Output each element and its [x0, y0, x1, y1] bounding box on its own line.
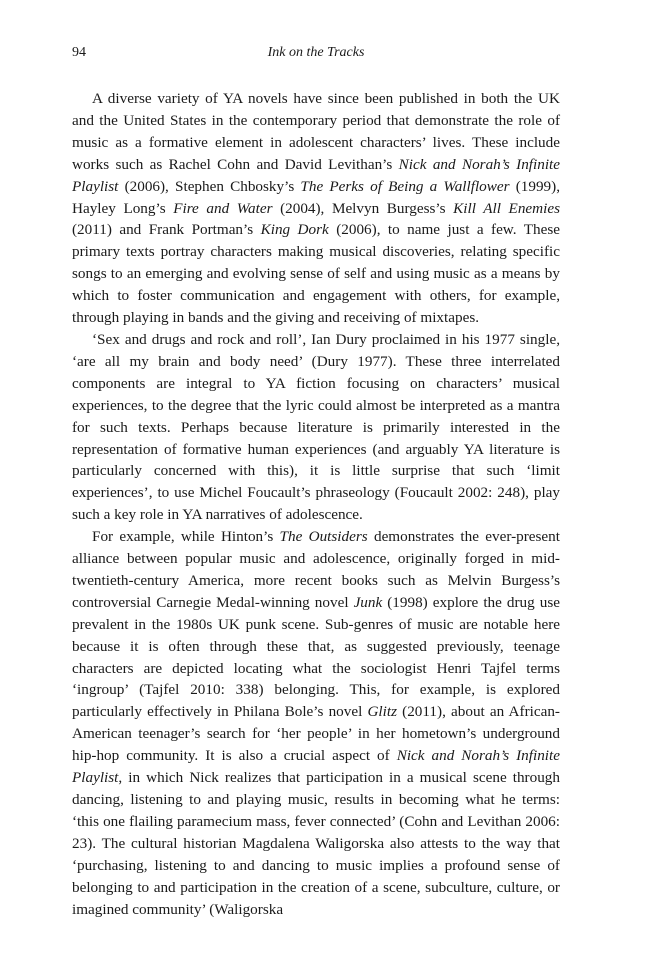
text-run: (1998) explore the drug use prevalent in the 1980s UK punk scene. Sub-genres of music are notable here because it is often through these that, as suggested previously, teenage characters are depicted locating what the sociologist Henri Tajfel terms ‘ingroup’ (Tajfel 2010: 338) belonging. This, for example, is explored particularly effectively in Philana Bole’s novel [72, 593, 560, 721]
running-head: Ink on the Tracks [267, 45, 365, 60]
text-run: , in which Nick realizes that participation in a musical scene through dancing, listening to and playing music, results in becoming what he terms: ‘this one flailing paramecium mass, fever connected’ (Cohn and Levithan 2006: 23). The cultural historian Magdalena Waligorska also attests to the way that ‘purchasing, listening to and dancing to music implies a profound sense of belonging to and participation in the creation of a scene, subculture, culture, or imagined community’ (Waligorska [72, 769, 560, 918]
paragraph [72, 88, 560, 329]
italic-title: Fire and Water [173, 199, 273, 217]
italic-title: King Dork [260, 221, 329, 239]
body-text [72, 88, 560, 920]
text-run: ‘Sex and drugs and rock and roll’, Ian Dury proclaimed in his 1977 single, ‘are all my brain and body need’ (Dury 1977). These three interrelated components are integral to YA fiction focusing on characters’ musical experiences, to the degree that the lyric could almost be interpreted as a mantra for such texts. Perhaps because literature is primarily interested in the representation of formative human experiences (and arguably YA literature is particularly concerned with this), it is little surprise that such ‘limit experiences’, to use Michel Foucault’s phraseology (Foucault 2002: 248), play such a key role in YA narratives of adolescence. [72, 330, 560, 524]
text-run: For example, while Hinton’s [92, 528, 280, 546]
paragraph [72, 329, 560, 526]
text-run: (2006), Stephen Chbosky’s [118, 177, 301, 195]
italic-title: Junk [353, 593, 383, 611]
italic-title: The Perks of Being a Wallflower [300, 177, 510, 195]
text-run: demonstrates the ever-present alliance between popular music and adolescence, originally forged in mid-twentieth-century America, more recent books such as Melvin Burgess’s controversial Carnegie Medal-winning novel [72, 528, 560, 611]
text-run: (2011), about an African-American teenager’s search for ‘her people’ in her hometown’s underground hip-hop community. It is also a crucial aspect of [72, 703, 560, 765]
text-run: (2004), Melvyn Burgess’s [272, 199, 454, 217]
italic-title: The Outsiders [279, 528, 368, 546]
italic-title: Glitz [367, 703, 397, 721]
paragraph [72, 526, 560, 920]
page-header [72, 45, 560, 67]
text-run: (2011) and Frank Portman’s [72, 221, 261, 239]
text-run: (1999), Hayley Long’s [72, 177, 560, 217]
italic-title: Nick and Norah’s Infinite Playlist [72, 155, 560, 195]
italic-title: Kill All Enemies [453, 199, 561, 217]
text-run: A diverse variety of YA novels have since been published in both the UK and the United States in the contemporary period that demonstrate the role of music as a formative element in adolescent characters’ lives. These include works such as Rachel Cohn and David Levithan’s [72, 90, 560, 173]
italic-title: Nick and Norah’s Infinite Playlist [72, 747, 560, 787]
text-run: (2006), to name just a few. These primary texts portray characters making musical discoveries, relating specific songs to an emerging and evolving sense of self and using music as a means by which to foster communication and engagement with others, for example, through playing in bands and the giving and receiving of mixtapes. [72, 221, 560, 327]
page-number: 94 [72, 45, 86, 60]
